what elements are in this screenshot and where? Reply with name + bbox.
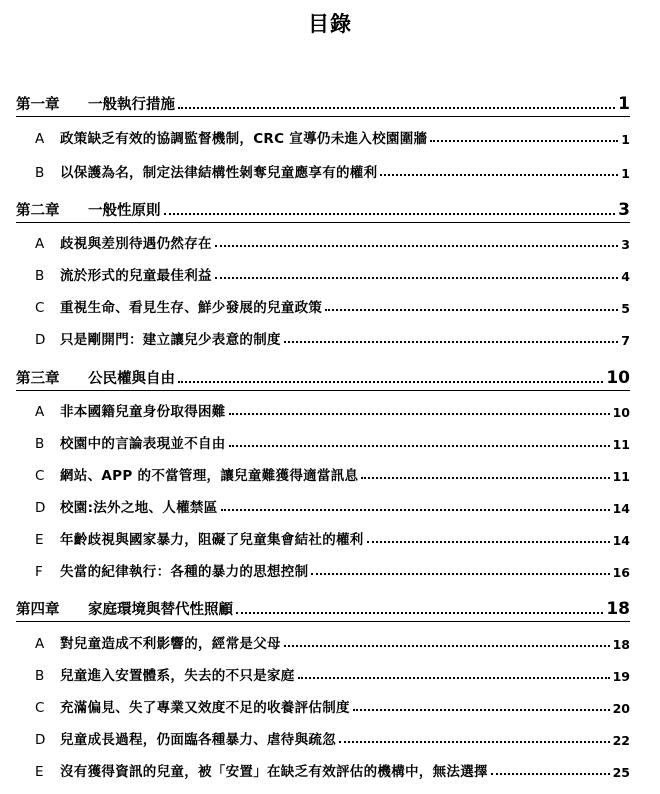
- dot-leader: [221, 509, 610, 511]
- section-page-number: 14: [612, 533, 630, 548]
- chapter-title: 一般性原則: [88, 203, 161, 219]
- toc-section-4c[interactable]: [35, 696, 630, 716]
- section-letter: B: [35, 165, 45, 181]
- section-title: 失當的紀律執行：各種的暴力的思想控制: [60, 564, 309, 580]
- chapter-underline: [16, 390, 630, 391]
- section-page-number: 25: [612, 765, 630, 780]
- chapter-underline: [16, 621, 630, 622]
- section-letter: D: [35, 732, 46, 748]
- toc-section-1a[interactable]: [35, 127, 630, 147]
- section-page-number: 14: [612, 501, 630, 516]
- section-page-number: 1: [621, 132, 630, 147]
- dot-leader: [215, 245, 618, 247]
- toc-section-4e[interactable]: [35, 760, 630, 780]
- dot-leader: [229, 445, 610, 447]
- toc-chapter-3[interactable]: [16, 366, 630, 388]
- toc-chapter-2[interactable]: [16, 198, 630, 220]
- section-title: 充滿偏見、失了專業又效度不足的收養評估制度: [60, 700, 350, 716]
- toc-section-3a[interactable]: [35, 400, 630, 420]
- section-page-number: 20: [612, 701, 630, 716]
- dot-leader: [164, 213, 616, 215]
- section-page-number: 11: [612, 437, 630, 452]
- dot-leader: [236, 612, 603, 614]
- toc-section-3e[interactable]: [35, 528, 630, 548]
- section-page-number: 11: [612, 469, 630, 484]
- dot-leader: [353, 709, 610, 711]
- section-letter: E: [35, 764, 44, 780]
- chapter-page-number: 3: [618, 200, 630, 220]
- dot-leader: [367, 541, 610, 543]
- dot-leader: [284, 645, 610, 647]
- section-letter: E: [35, 532, 44, 548]
- dot-leader: [339, 741, 610, 743]
- toc-section-3f[interactable]: [35, 560, 630, 580]
- toc-section-3c[interactable]: [35, 464, 630, 484]
- section-title: 以保護為名，制定法律結構性剝奪兒童應享有的權利: [60, 165, 378, 181]
- dot-leader: [325, 309, 618, 311]
- section-page-number: 7: [621, 333, 630, 348]
- toc-section-4a[interactable]: [35, 632, 630, 652]
- section-title: 校園中的言論表現並不自由: [60, 436, 226, 452]
- chapter-number: 第四章: [16, 602, 60, 618]
- section-title: 非本國籍兒童身份取得困難: [60, 404, 226, 420]
- toc-title: 目錄: [308, 12, 352, 36]
- section-page-number: 10: [612, 405, 630, 420]
- section-title: 只是剛開門：建立讓兒少表意的制度: [60, 332, 281, 348]
- toc-section-2d[interactable]: [35, 328, 630, 348]
- chapter-page-number: 10: [606, 368, 630, 388]
- section-title: 兒童成長過程，仍面臨各種暴力、虐待與疏忽: [60, 732, 336, 748]
- chapter-page-number: 1: [618, 94, 630, 114]
- chapter-page-number: 18: [606, 599, 630, 619]
- section-letter: C: [35, 300, 45, 316]
- section-page-number: 18: [612, 637, 630, 652]
- section-title: 重視生命、看見生存、鮮少發展的兒童政策: [60, 300, 323, 316]
- section-page-number: 5: [621, 301, 630, 316]
- section-page-number: 3: [621, 237, 630, 252]
- section-title: 沒有獲得資訊的兒童，被「安置」在缺乏有效評估的機構中，無法選擇: [60, 764, 488, 780]
- chapter-number: 第三章: [16, 371, 60, 387]
- dot-leader: [380, 174, 618, 176]
- dot-leader: [430, 140, 618, 142]
- chapter-title: 公民權與自由: [88, 371, 175, 387]
- section-title: 流於形式的兒童最佳利益: [60, 268, 212, 284]
- section-title: 年齡歧視與國家暴力，阻礙了兒童集會結社的權利: [60, 532, 364, 548]
- section-title: 網站、APP 的不當管理，讓兒童難獲得適當訊息: [60, 468, 359, 484]
- dot-leader: [298, 677, 610, 679]
- chapter-title: 一般執行措施: [88, 97, 175, 113]
- dot-leader: [215, 277, 618, 279]
- section-letter: C: [35, 700, 45, 716]
- dot-leader: [178, 381, 603, 383]
- dot-leader: [284, 341, 618, 343]
- section-title: 政策缺乏有效的協調監督機制，CRC 宣導仍未進入校園圍牆: [60, 131, 428, 147]
- dot-leader: [229, 413, 610, 415]
- section-letter: A: [35, 236, 45, 252]
- toc-section-3b[interactable]: [35, 432, 630, 452]
- toc-chapter-1[interactable]: [16, 92, 630, 114]
- dot-leader: [491, 773, 610, 775]
- toc-section-1b[interactable]: [35, 161, 630, 181]
- dot-leader: [311, 573, 609, 575]
- section-letter: A: [35, 404, 45, 420]
- chapter-number: 第一章: [16, 97, 60, 113]
- section-letter: A: [35, 131, 45, 147]
- toc-chapter-4[interactable]: [16, 597, 630, 619]
- section-letter: B: [35, 436, 45, 452]
- toc-section-2b[interactable]: [35, 264, 630, 284]
- section-page-number: 22: [612, 733, 630, 748]
- section-page-number: 1: [621, 166, 630, 181]
- section-letter: B: [35, 668, 45, 684]
- section-letter: B: [35, 268, 45, 284]
- section-title: 校園:法外之地、人權禁區: [60, 500, 218, 516]
- toc-section-4b[interactable]: [35, 664, 630, 684]
- toc-section-3d[interactable]: [35, 496, 630, 516]
- section-letter: D: [35, 332, 46, 348]
- section-title: 對兒童造成不利影響的，經常是父母: [60, 636, 281, 652]
- chapter-title: 家庭環境與替代性照顧: [88, 602, 233, 618]
- section-page-number: 16: [612, 565, 630, 580]
- section-title: 兒童進入安置體系，失去的不只是家庭: [60, 668, 295, 684]
- chapter-number: 第二章: [16, 203, 60, 219]
- chapter-underline: [16, 222, 630, 223]
- section-page-number: 19: [612, 669, 630, 684]
- toc-section-4d[interactable]: [35, 728, 630, 748]
- toc-section-2a[interactable]: [35, 232, 630, 252]
- section-page-number: 4: [621, 269, 630, 284]
- toc-section-2c[interactable]: [35, 296, 630, 316]
- section-letter: A: [35, 636, 45, 652]
- dot-leader: [178, 107, 615, 109]
- chapter-underline: [16, 116, 630, 117]
- section-letter: C: [35, 468, 45, 484]
- section-letter: F: [35, 564, 43, 580]
- section-letter: D: [35, 500, 46, 516]
- dot-leader: [361, 477, 609, 479]
- section-title: 歧視與差別待遇仍然存在: [60, 236, 212, 252]
